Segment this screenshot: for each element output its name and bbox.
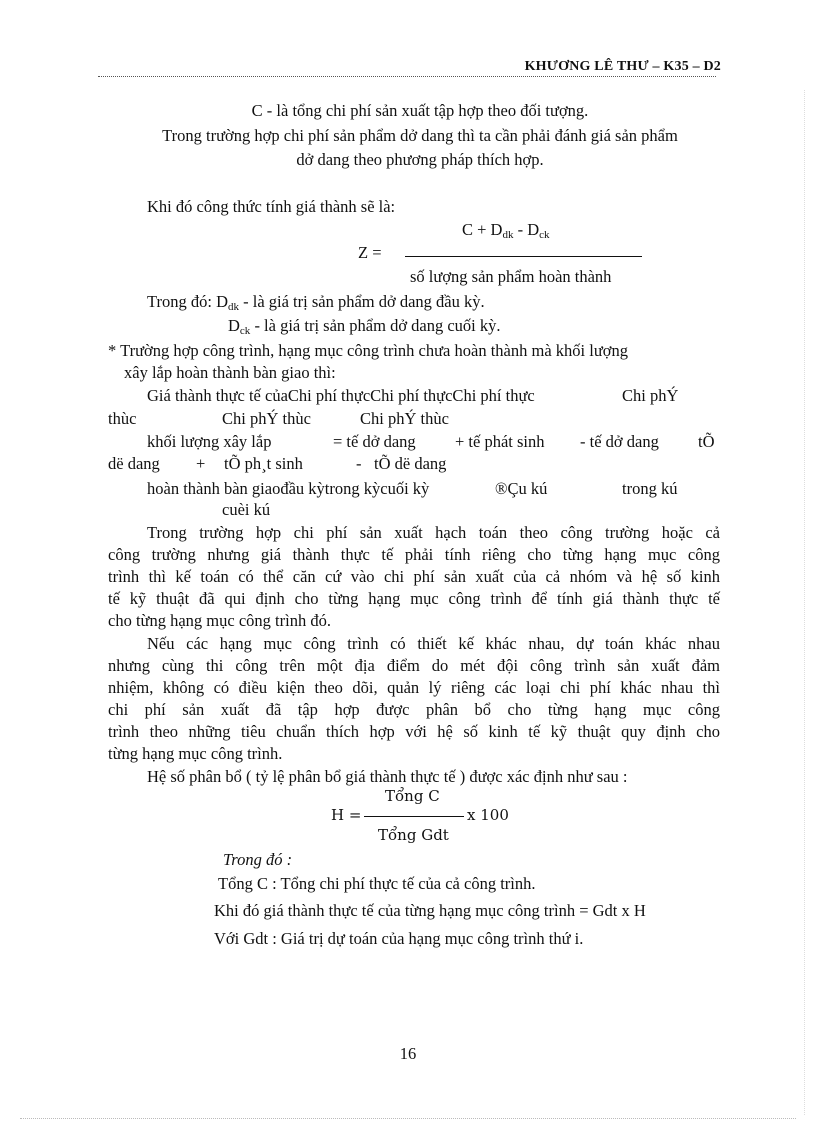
para1-line-3: trình thì kế toán có thể căn cứ vào chi phí sản xuất của cả nhóm và hệ số kinh [108, 567, 720, 586]
case-row4-e: tÕ dë dang [374, 454, 447, 473]
case-row5-b: ®Çu kú [495, 479, 548, 498]
para2-line-6: từng hạng mục công trình. [108, 744, 283, 763]
header-rule [98, 76, 716, 77]
para2-line-1: Nếu các hạng mục công trình có thiết kế khác nhau, dự toán khác nhau [147, 634, 720, 653]
case-row3-c: + tế phát sinh [455, 432, 545, 451]
case-row2-c: Chi phÝ thùc [360, 409, 449, 428]
case-row3-d: - tế dở dang [580, 432, 659, 451]
case-row5-a: hoàn thành bàn giaođầu kỳtrong kỳcuối kỳ [147, 479, 430, 498]
page-bottom-dots [20, 1118, 796, 1119]
para2-line-4: chi phí sản xuất đã tập hợp được phân bổ cho từng hạng mục công [108, 700, 720, 719]
running-header: KHƯƠNG LÊ THƯ – K35 – D2 [524, 59, 721, 74]
case-row3-b: = tế dở dang [333, 432, 416, 451]
para2-line-5: trình theo những tiêu chuẩn thích hợp với hệ số kinh tế kỹ thuật quy định cho [108, 722, 720, 741]
para2-line-2: nhưng cùng thi công trên một địa điểm do mét đội công trình sản xuất đảm [108, 656, 720, 675]
formula1-fraction-bar [405, 256, 642, 257]
formula1-numerator: $C + D_{dk} - D_{ck}$ [462, 220, 550, 241]
formula2-multiplier: x 100 [467, 806, 509, 824]
case-row3-e: tÕ [698, 432, 715, 451]
case-line-2: xây lắp hoàn thành bàn giao thì: [124, 363, 336, 382]
intro-line-3: dở dang theo phương pháp thích hợp. [296, 150, 544, 169]
case-row2-a: thùc [108, 409, 137, 428]
para1-line-2: công trường nhưng giá thành thực tế phải tính riêng cho từng hạng mục công [108, 545, 720, 564]
formula1-where-ck: $D_{ck}$ - là giá trị sản phẩm dở dang cuối kỳ. [228, 316, 501, 337]
notes-line-3: Với Gdt : Giá trị dự toán của hạng mục công trình thứ i. [214, 929, 584, 948]
notes-line-2: Khi đó giá thành thực tế của từng hạng mục công trình = Gdt x H [214, 901, 646, 920]
formula2-lead: Hệ số phân bổ ( tỷ lệ phân bổ giá thành thực tế ) được xác định như sau : [147, 767, 628, 786]
case-row1-b: Chi phÝ [622, 386, 679, 405]
intro-line-1: C - là tổng chi phí sản xuất tập hợp theo đối tượng. [251, 101, 589, 120]
formula2-numerator: Tổng C [385, 787, 440, 805]
page-edge-dots [804, 90, 805, 1115]
formula2-lhs: H = [331, 806, 362, 824]
case-row4-a: dë dang [108, 454, 160, 473]
case-row3-a: khối lượng xây lắp [147, 432, 272, 451]
case-row5-c: trong kú [622, 479, 678, 498]
case-row1-a: Giá thành thực tế củaChi phí thựcChi phí thựcChi phí thực [147, 386, 535, 405]
para1-line-1: Trong trường hợp chi phí sản xuất hạch toán theo công trường hoặc cả [147, 523, 720, 542]
case-row6: cuèi kú [222, 500, 271, 519]
formula2-fraction-bar [364, 816, 464, 817]
notes-line-1: Tổng C : Tổng chi phí thực tế của cả công trình. [218, 874, 536, 893]
case-row4-b: + [196, 454, 206, 473]
formula1-where-dk: Trong đó: $D_{dk}$ - là giá trị sản phẩm dở dang đầu kỳ. [147, 292, 485, 313]
case-row4-c: tÕ ph¸t sinh [224, 454, 303, 473]
case-line-1: * Trường hợp công trình, hạng mục công trình chưa hoàn thành mà khối lượng [108, 341, 628, 360]
case-row4-d: - [356, 454, 362, 473]
formula1-lhs: Z = [358, 243, 382, 262]
para2-line-3: nhiệm, không có điều kiện theo dõi, quản lý riêng các loại chi phí khác nhau thì [108, 678, 720, 697]
notes-where: Trong đó : [223, 850, 293, 869]
intro-line-2: Trong trường hợp chi phí sản phẩm dở dang thì ta cần phải đánh giá sản phẩm [162, 126, 678, 145]
formula1-lead: Khi đó công thức tính giá thành sẽ là: [147, 197, 396, 216]
case-row2-b: Chi phÝ thùc [222, 409, 311, 428]
page-number: 16 [399, 1044, 417, 1063]
formula1-denominator: số lượng sản phẩm hoàn thành [410, 267, 612, 286]
para1-line-5: cho từng hạng mục công trình đó. [108, 611, 331, 630]
para1-line-4: tế kỹ thuật đã qui định cho từng hạng mục công trình để tính giá thành thực tế [108, 589, 720, 608]
formula2-denominator: Tổng Gdt [378, 826, 449, 844]
